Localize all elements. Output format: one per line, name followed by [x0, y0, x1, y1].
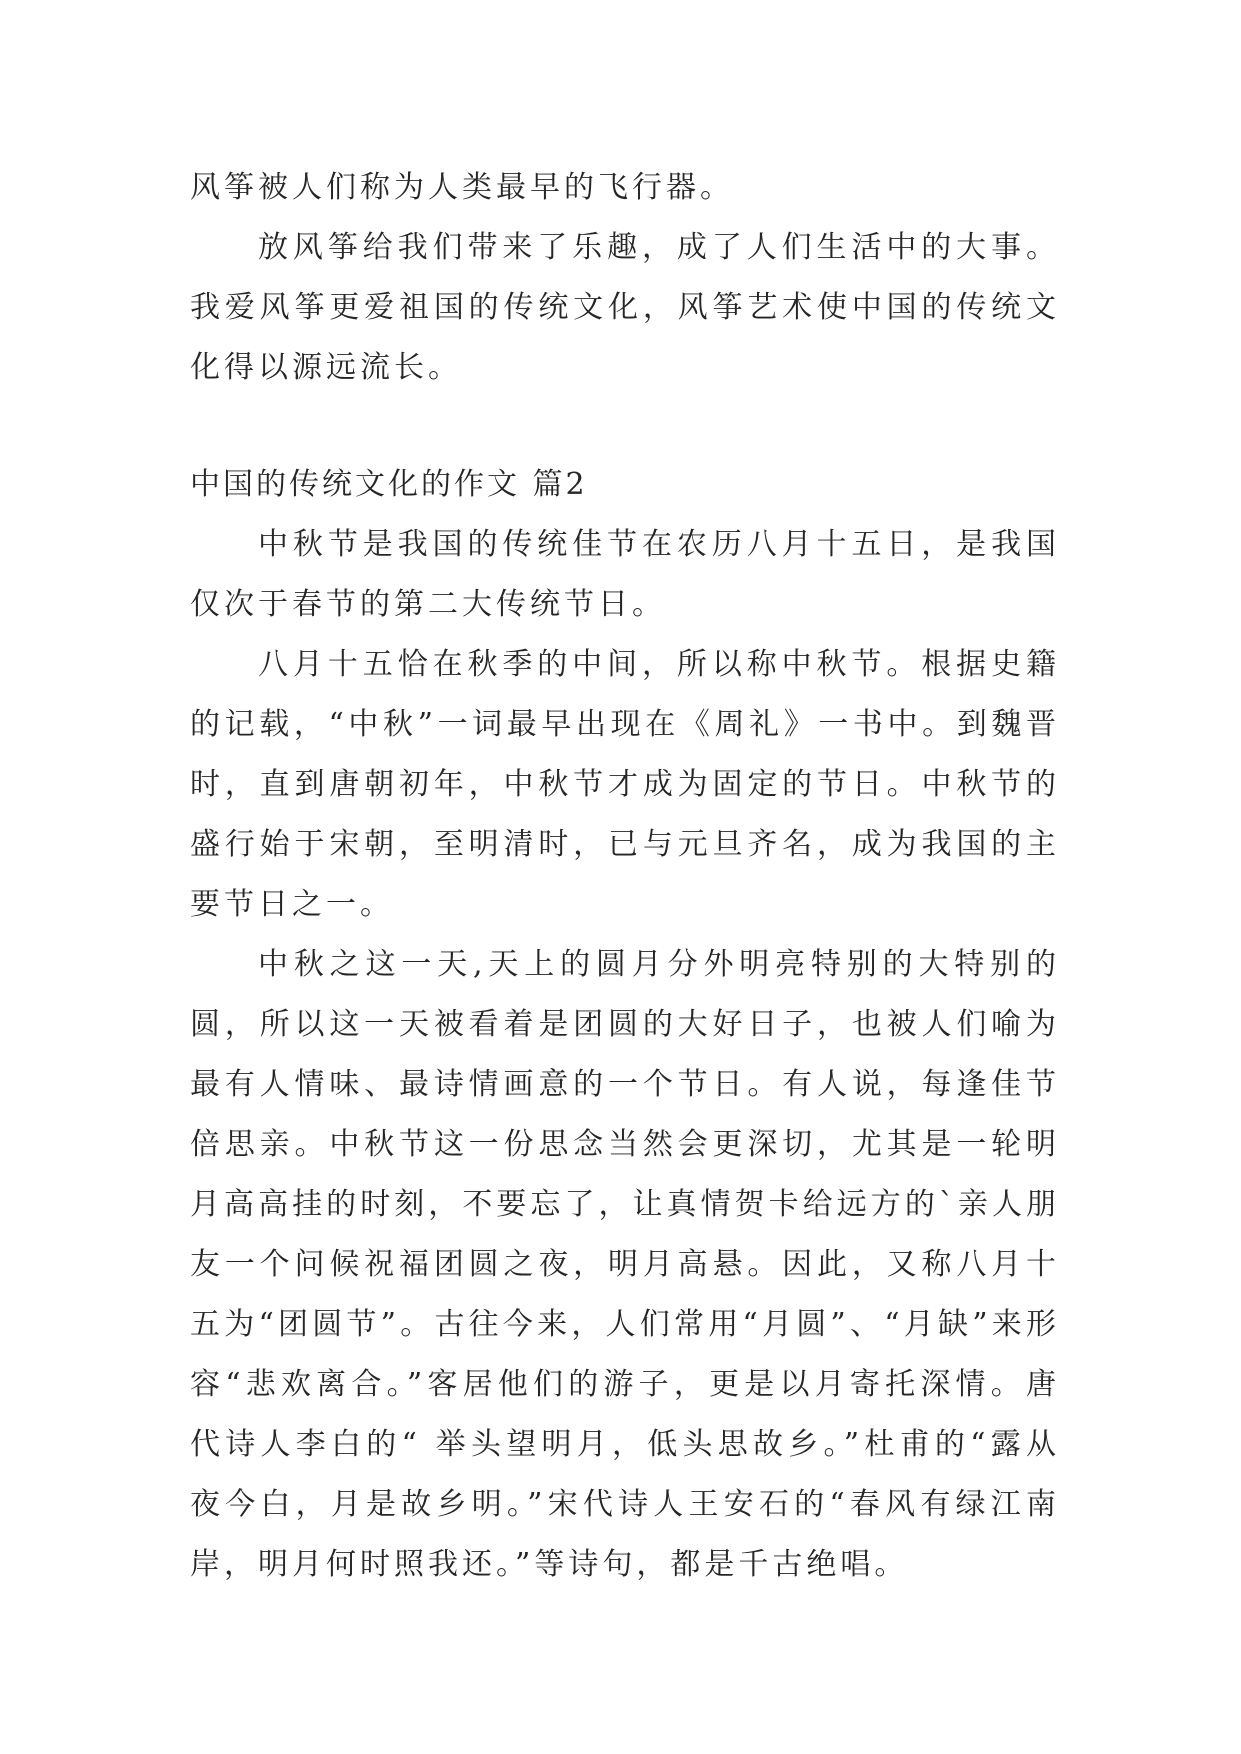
- document-body: [190, 158, 1060, 1595]
- section-heading: 中国的传统文化的作文 篇2: [190, 467, 588, 502]
- paragraph: 风筝被人们称为人类最早的飞行器。: [190, 170, 734, 205]
- paragraph: 中秋之这一天,天上的圆月分外明亮特别的大特别的圆，所以这一天被看着是团圆的大好日子，也被人们喻为最有人情味、最诗情画意的一个节日。有人说，每逢佳节倍思亲。中秋节这一份思念当然会更深切，尤其是一轮明月高高挂的时刻，不要忘了，让真情贺卡给远方的`亲人朋友一个问候祝福团圆之夜，明月高悬。因此，又称八月十五为“团圆节”。古往今来，人们常用“月圆”、“月缺”来形容“悲欢离合。”客居他们的游子，更是以月寄托深情。唐代诗人李白的“ 举头望明月，低头思故乡。”杜甫的“露从夜今白，月是故乡明。”宋代诗人王安石的“春风有绿江南岸，明月何时照我还。”等诗句，都是千古绝唱。: [190, 947, 1060, 1582]
- paragraph: 放风筝给我们带来了乐趣，成了人们生活中的大事。我爱风筝更爱祖国的传统文化，风筝艺术使中国的传统文化得以源远流长。: [190, 230, 1060, 385]
- paragraph: 中秋节是我国的传统佳节在农历八月十五日，是我国仅次于春节的第二大传统节日。: [190, 527, 1060, 622]
- paragraph: 八月十五恰在秋季的中间，所以称中秋节。根据史籍的记载，“中秋”一词最早出现在《周礼》一书中。到魏晋时，直到唐朝初年，中秋节才成为固定的节日。中秋节的盛行始于宋朝，至明清时，已与元旦齐名，成为我国的主要节日之一。: [190, 647, 1060, 922]
- paragraph-spacer: [190, 398, 1060, 455]
